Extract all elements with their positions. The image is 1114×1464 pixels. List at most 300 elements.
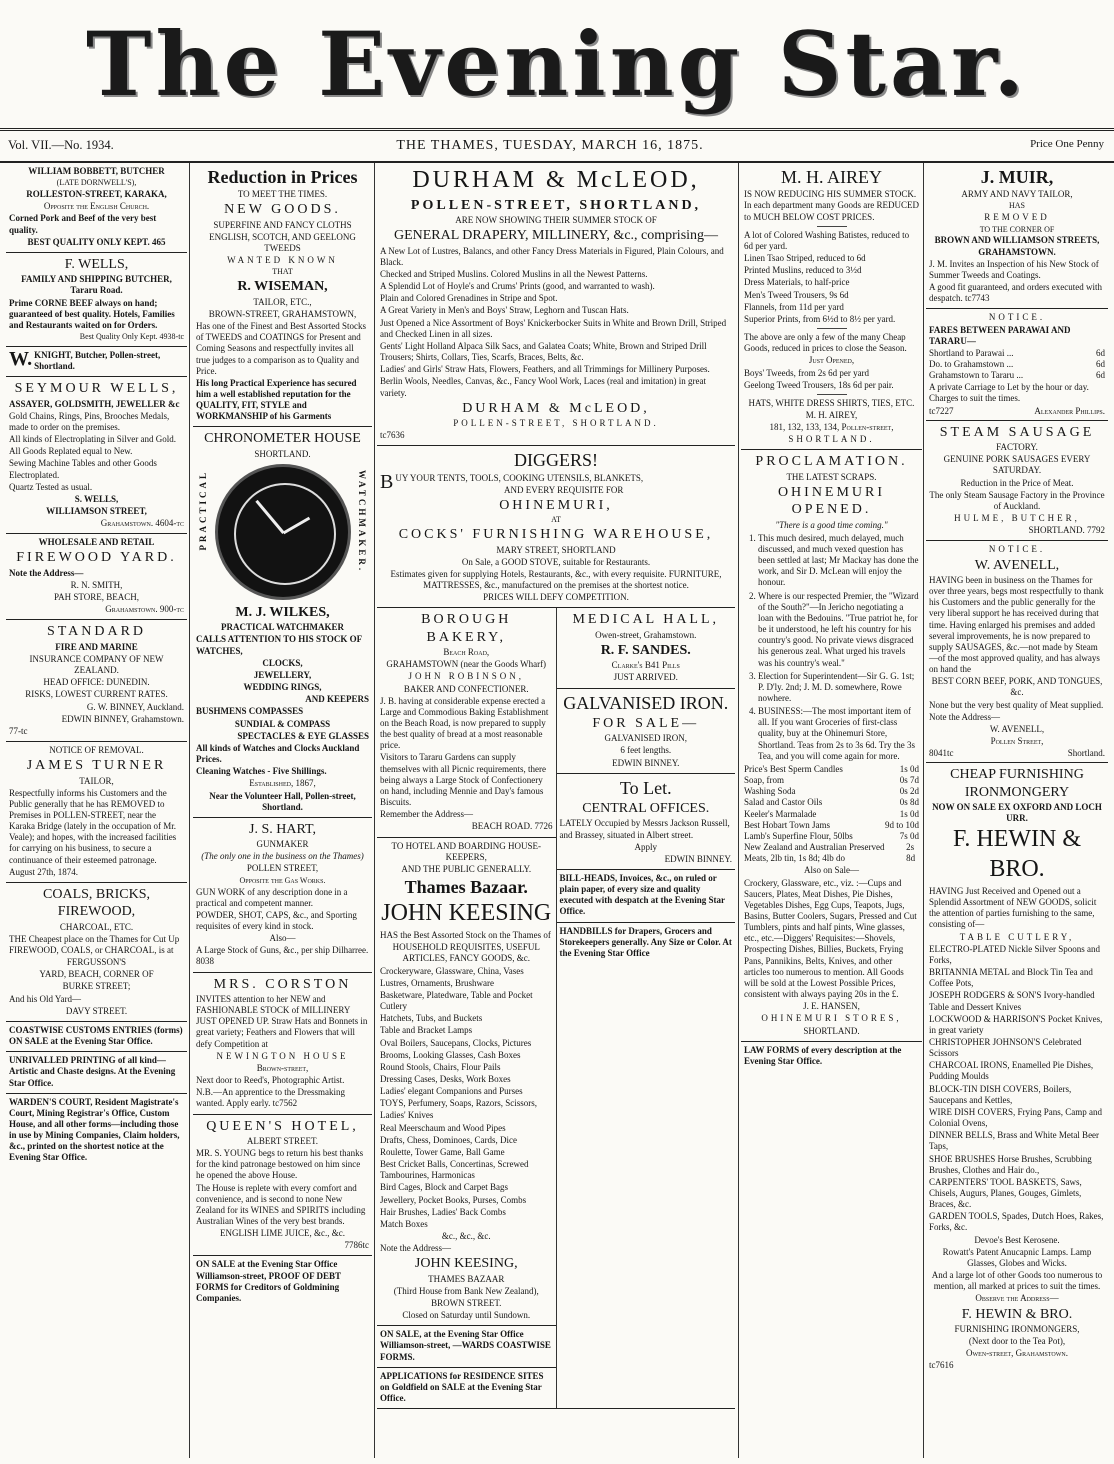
- ad-line: Basketware, Platedware, Table and Pocket Cutlery: [380, 989, 533, 1012]
- ad-line: BLOCK-TIN DISH COVERS, Boilers, Saucepans and Kettles,: [929, 1083, 1072, 1105]
- ad-line: 181, 132, 133, 134, Pollen-street,: [769, 422, 894, 433]
- ad-line: EDWIN BINNEY.: [612, 757, 680, 768]
- ad-keesing-bazaar: [377, 838, 556, 1327]
- ad-wiseman: [193, 163, 372, 427]
- ad-to-let: [557, 774, 736, 870]
- ad-line: ARMY AND NAVY TAILOR,: [961, 189, 1073, 200]
- ad-line: HOUSEHOLD REQUISITES, USEFUL ARTICLES, FANCY GOODS, &c.: [392, 942, 540, 964]
- ad-line: POLLEN STREET,: [246, 863, 319, 874]
- ad-line: SUPERFINE AND FANCY CLOTHS: [213, 219, 352, 230]
- ad-line: INSURANCE COMPANY OF NEW ZEALAND.: [29, 653, 164, 676]
- ad-line: UNRIVALLED PRINTING of all kind—Artistic and Chaste designs. At the Evening Star Office.: [9, 1055, 176, 1088]
- ad-line: Berlin Wools, Needles, Canvas, &c., Fancy Wool Work, Laces (real and imitation) in great variety.: [380, 376, 706, 398]
- ad-line: August 27th, 1874.: [9, 866, 79, 877]
- ad-line: MR. S. YOUNG begs to return his best thanks for the kind patronage bestowed on him since he opened the above House.: [196, 1148, 364, 1181]
- ad-line: JOHN ROBINSON,: [408, 671, 524, 682]
- ad-line: NEWINGTON HOUSE: [216, 1050, 349, 1061]
- ad-line: J. B. having at considerable expense erected a Large and Commodious Baking Establishment on the Beach Road, is now prepared to supply the best quality of bread at a most reasonable price.: [380, 695, 549, 751]
- price-row: Lamb's Superfine Flour, 50lbs 7s 0d: [744, 830, 919, 841]
- ad-heading: MRS. CORSTON: [213, 976, 352, 992]
- ad-line: BROWN AND WILLIAMSON STREETS, GRAHAMSTOWN.: [934, 235, 1100, 257]
- ad-heading: COCKS' FURNISHING WAREHOUSE,: [398, 527, 714, 543]
- ad-chronometer-house: [193, 427, 372, 817]
- ad-line: THE LATEST SCRAPS.: [786, 471, 877, 482]
- column-5: [926, 163, 1108, 1458]
- ad-bobbett: [6, 163, 187, 253]
- ad-line: Grahamstown. 900-tc: [105, 604, 184, 615]
- ad-line: SHOE BRUSHES Horse Brushes, Scrubbing Brushes, Clothes and Hair do.,: [929, 1153, 1092, 1175]
- ad-line: PRACTICAL WATCHMAKER: [221, 622, 344, 633]
- ad-line: Observe the Address—: [975, 1293, 1059, 1304]
- ad-heading: Reduction in Prices: [207, 167, 358, 187]
- ad-knight: [6, 347, 187, 377]
- ad-line: Quartz Tested as usual.: [9, 481, 93, 492]
- list-item: 3. Election for Superintendent—Sir G. G. 1st; P. D'ly. 2nd; J. M. D. somewhere, Rowe nowhere.: [758, 671, 919, 704]
- ad-line: Table and Bracket Lamps: [380, 1025, 473, 1036]
- ad-line: M. H. AIREY,: [805, 409, 858, 420]
- ad-line: LATELY Occupied by Messrs Jackson Russell, and Brassey, situated in Albert street.: [559, 818, 730, 840]
- ad-line: WARDEN'S COURT, Resident Magistrate's Court, Mining Registrar's Office, Custom House, and all other forms—including those in use by Mining Companies, Claim holders, &c., printed on the shortest notice at the Evening Star Office.: [9, 1096, 180, 1163]
- ad-line: Remember the Address—: [380, 809, 473, 820]
- ad-line: COASTWISE CUSTOMS ENTRIES (forms) ON SALE at the Evening Star Office.: [9, 1024, 183, 1047]
- ad-line: Superior Prints, from 6½d to 8½ per yard.: [744, 313, 896, 324]
- ad-line: Hair Brushes, Ladies' Back Combs: [380, 1206, 506, 1217]
- ad-line: ON SALE at the Evening Star Office Williamson-street, PROOF OF DEBT FORMS for Creditors of Goldmining Companies.: [196, 1259, 341, 1303]
- ad-line: Dress Materials, to half-price: [744, 277, 850, 288]
- ad-line: CHARCOAL IRONS, Enamelled Pie Dishes, Pudding Moulds: [929, 1060, 1094, 1082]
- dateline: [0, 128, 1114, 163]
- ad-heading: R. F. SANDES.: [600, 642, 691, 658]
- ad-wards-forms: [377, 1326, 556, 1367]
- ad-heading: DIGGERS!: [514, 450, 598, 471]
- ad-line: GRAHAMSTOWN (near the Goods Wharf): [386, 659, 547, 670]
- ad-line: ARE NOW SHOWING THEIR SUMMER STOCK OF: [455, 215, 657, 226]
- ad-line: His long Practical Experience has secured him a well established reputation for the QUALITY, FIT, STYLE and WORKMANSHIP of his Garments: [196, 377, 357, 422]
- ad-line: Clarke's B41 Pills: [611, 660, 680, 671]
- ad-heading: F. HEWIN & BRO.: [961, 1306, 1073, 1322]
- fare-row: Grahamstown to Tararu ... 6d: [929, 370, 1105, 381]
- ad-line: 77-tc: [9, 725, 28, 736]
- ad-line: YARD, BEACH, CORNER OF: [39, 969, 154, 980]
- ad-heading: WILLIAM BOBBETT, BUTCHER: [28, 166, 165, 176]
- ad-line: MARY STREET, SHORTLAND: [496, 544, 616, 555]
- ad-heading: QUEEN'S HOTEL,: [206, 1118, 359, 1134]
- ad-line: POLLEN-STREET, SHORTLAND.: [453, 418, 659, 429]
- ad-heading: JAMES TURNER: [26, 758, 167, 774]
- ad-line: "There is a good time coming.": [775, 519, 888, 530]
- ad-line: All Goods Replated equal to New.: [9, 446, 133, 457]
- ad-corston: [193, 973, 372, 1115]
- ad-heading: OHINEMURI,: [499, 497, 613, 513]
- ad-line: THE Cheapest place on the Thames for Cut Up FIREWOOD, COALS, or CHARCOAL, is at: [9, 933, 180, 955]
- ad-line: Gold Chains, Rings, Pins, Brooches Medals, made to order on the premises.: [9, 410, 170, 432]
- volume-number: Vol. VII.—No. 1934.: [8, 138, 114, 152]
- ad-line: S. WELLS,: [74, 493, 119, 504]
- ad-line: Reduction in the Price of Meat.: [960, 477, 1074, 488]
- ad-line: Devoe's Best Kerosene.: [974, 1234, 1060, 1245]
- ad-line: CLOCKS,: [262, 657, 303, 668]
- ad-line: FAMILY AND SHIPPING BUTCHER, Tararu Road.: [21, 274, 172, 296]
- split-section-upper: [377, 608, 735, 1409]
- ad-heading: Thames Bazaar.: [404, 877, 528, 898]
- ad-line: W. AVENELL,: [989, 723, 1045, 734]
- ad-law-forms: [741, 1042, 922, 1071]
- ad-line: CARPENTERS' TOOL BASKETS, Saws, Chisels, Augurs, Planes, Gouges, Gimlets, Braces, &c.: [929, 1176, 1082, 1210]
- ad-line: Visitors to Tararu Gardens can supply themselves with all Picnic requirements, there being always a Large Stock of Confectionery on hand, including Mennie and Day's famous Biscuits.: [380, 752, 546, 808]
- ad-bill-heads: [557, 870, 736, 923]
- ad-line: BRITANNIA METAL and Block Tin Tea and Coffee Pots,: [929, 967, 1093, 989]
- ad-line: OHINEMURI STORES,: [761, 1013, 902, 1024]
- ad-line: FARES BETWEEN PARAWAI AND TARARU—: [929, 324, 1071, 346]
- ad-line: Jewellery, Pocket Books, Purses, Combs: [380, 1194, 527, 1205]
- ad-line: Ladies' elegant Companions and Purses: [380, 1086, 523, 1097]
- ad-line: BUY YOUR TENTS, TOOLS, COOKING UTENSILS, BLANKETS,: [380, 470, 644, 493]
- ad-line: And his Old Yard—: [9, 993, 82, 1004]
- price-list: [744, 764, 919, 864]
- ad-line: N.B.—An apprentice to the Dressmaking wanted. Apply early. tc7562: [196, 1087, 345, 1109]
- ad-residence-sites: [377, 1368, 556, 1408]
- ad-wardens-court: [6, 1094, 187, 1168]
- ad-line: None but the very best quality of Meat supplied.: [929, 699, 1104, 710]
- ad-line: The only Steam Sausage Factory in the Province of Auckland.: [929, 489, 1105, 511]
- ad-line: TO THE CORNER OF: [979, 224, 1055, 234]
- ad-line: ENGLISH LIME JUICE, &c., &c.: [220, 1228, 345, 1239]
- ad-line: Sewing Machine Tables and other Goods Electroplated.: [9, 458, 157, 480]
- ad-line: Respectfully informs his Customers and the Public generally that he has REMOVED to Premises in POLLEN-STREET, near the Karaka Bridge (lately in the occupation of Mr. Veale); and hopes, with the increased facilities for carrying on his business, to secure a continuance of their esteemed patronage.: [9, 787, 177, 865]
- ad-line: FIRE AND MARINE: [55, 641, 138, 652]
- ad-heading: POLLEN-STREET, SHORTLAND,: [410, 197, 702, 213]
- ad-line: FACTORY.: [996, 442, 1038, 453]
- ad-printing: [6, 1052, 187, 1093]
- ad-heading: SEYMOUR WELLS,: [14, 381, 179, 397]
- ad-line: A lot of Colored Washing Batistes, reduced to 6d per yard.: [744, 229, 910, 251]
- ad-line: tc7616: [929, 1360, 954, 1371]
- ad-line: SHORTLAND. 7792: [1028, 525, 1105, 536]
- ad-queens-hotel: [193, 1115, 372, 1257]
- ad-line: Match Boxes: [380, 1218, 428, 1229]
- ad-line: GUN WORK of any description done in a practical and competent manner.: [196, 886, 348, 908]
- ad-line: BEST CORN BEEF, PORK, AND TONGUES, &c.: [931, 676, 1103, 698]
- ad-line: Owen-street, Grahamstown.: [966, 1348, 1068, 1359]
- ad-line: TAILOR,: [79, 775, 114, 786]
- ad-line: Lustres, Ornaments, Brushware: [380, 977, 494, 988]
- ad-line: 7786tc: [344, 1240, 369, 1251]
- price-row: Salad and Castor Oils 0s 8d: [744, 797, 919, 808]
- ad-line: Just Opened a Nice Assortment of Boys' Knickerbocker Suits in White and Brown Drill, Striped and Checked Linen in all sizes.: [380, 317, 727, 339]
- ad-line: Round Stools, Chairs, Flour Pails: [380, 1061, 501, 1072]
- ad-line: Ladies' Knives: [380, 1110, 434, 1121]
- column-divider: [923, 163, 924, 1458]
- ad-line: TO MEET THE TIMES.: [237, 189, 328, 200]
- ad-line: EDWIN BINNEY.: [664, 853, 732, 864]
- ad-footer: tc7227 Alexander Phillips.: [929, 405, 1105, 416]
- ad-line: Apply: [634, 841, 657, 852]
- ad-line: GENUINE PORK SAUSAGES EVERY SATURDAY.: [943, 454, 1091, 476]
- ad-fergusson-coals: [6, 883, 187, 1022]
- ad-line: IS NOW REDUCING HIS SUMMER STOCK. In each department many Goods are REDUCED to MUCH BELOW COST PRICES.: [744, 189, 919, 222]
- ad-line: A New Lot of Lustres, Balancs, and other Fancy Dress Materials in Figured, Plain Colours, and Black.: [380, 245, 724, 267]
- ad-line: GUNMAKER: [256, 839, 309, 850]
- ad-footer: 8041tc Shortland.: [929, 748, 1105, 759]
- ad-line: W.KNIGHT, Butcher, Pollen-street, Shortland.: [9, 347, 161, 372]
- ad-heading: W. AVENELL,: [974, 557, 1060, 573]
- ad-line: The above are only a few of the many Cheap Goods, reduced in prices to close the Season.: [744, 332, 907, 354]
- ad-heading: STANDARD: [46, 624, 147, 640]
- fare-row: Do. to Grahamstown ... 6d: [929, 359, 1105, 369]
- ad-line: ELECTRO-PLATED Nickle Silver Spoons and Forks,: [929, 943, 1100, 965]
- ad-heading: PROCLAMATION.: [755, 454, 908, 470]
- ad-line: Brooms, Looking Glasses, Cash Boxes: [380, 1049, 521, 1060]
- ad-heading: M. H. AIREY: [780, 167, 882, 187]
- ad-line: AND EVERY REQUISITE FOR: [503, 484, 624, 495]
- ad-line: HATS, WHITE DRESS SHIRTS, TIES, ETC.: [748, 397, 915, 408]
- ad-standard-insurance: [6, 620, 187, 742]
- ad-line: JUST ARRIVED.: [613, 672, 678, 683]
- ad-line: All kinds of Watches and Clocks Auckland Prices.: [196, 742, 360, 765]
- column-4: [741, 163, 922, 1458]
- ad-heading: J. S. HART,: [249, 821, 316, 837]
- ad-line: BROWN-STREET, GRAHAMSTOWN,: [208, 308, 357, 319]
- ad-line: Men's Tweed Trousers, 9s 6d: [744, 289, 849, 300]
- ad-line: Also—: [269, 933, 296, 944]
- ad-handbills: [557, 923, 736, 963]
- ad-cocks-diggers: [377, 446, 735, 608]
- ad-line: GALVANISED IRON,: [604, 733, 687, 744]
- ad-line: CALLS ATTENTION TO HIS STOCK OF WATCHES,: [196, 634, 362, 656]
- ad-line: BURKE STREET;: [62, 981, 131, 992]
- ad-heading: CENTRAL OFFICES.: [582, 801, 710, 816]
- ad-line: WEDDING RINGS,: [243, 682, 322, 693]
- ad-line: WIRE DISH COVERS, Frying Pans, Camp and Colonial Ovens,: [929, 1106, 1102, 1129]
- list-item: 1. This much desired, much delayed, much discussed, and much vexed question has been settled at last; Mr Mackay has done the work, and Sir D. McLean will enjoy the honour.: [758, 533, 919, 589]
- ad-heading: To Let.: [619, 777, 672, 798]
- ad-line: Brown-street,: [256, 1062, 309, 1073]
- ad-line: Ladies' and Girls' Straw Hats, Flowers, Feathers, and all Trimmings for Millinery Purposes.: [380, 364, 710, 375]
- ad-line: TABLE CUTLERY,: [959, 931, 1075, 942]
- ad-line: HEAD OFFICE: DUNEDIN.: [43, 677, 150, 688]
- ad-line: NOW ON SALE EX OXFORD AND LOCH URR.: [932, 802, 1102, 824]
- ad-line: GENERAL DRAPERY, MILLINERY, &c., comprising—: [393, 228, 719, 244]
- ad-line: ROLLESTON-STREET, KARAKA,: [26, 189, 167, 200]
- ad-line: BAKER AND CONFECTIONER.: [403, 683, 529, 694]
- ad-line: HAS: [1008, 201, 1025, 211]
- ad-line: WILLIAMSON STREET,: [46, 505, 147, 516]
- issue-date: THE THAMES, TUESDAY, MARCH 16, 1875.: [396, 138, 704, 153]
- ad-line: SHORTLAND.: [788, 434, 875, 445]
- ad-line: HULME, BUTCHER,: [954, 513, 1080, 524]
- ad-hart-gunmaker: [193, 818, 372, 973]
- ad-line: A private Carriage to Let by the hour or day. Charges to suit the times.: [929, 382, 1089, 404]
- ad-line: SPECTACLES & EYE GLASSES: [237, 730, 369, 741]
- ad-borough-bakery: [377, 608, 556, 837]
- ad-heading: NOTICE.: [988, 312, 1046, 323]
- issue-price: Price One Penny: [1030, 138, 1104, 150]
- ad-line: Linen Tsao Striped, reduced to 6d: [744, 253, 866, 264]
- ad-line: Established, 1867,: [249, 778, 316, 789]
- ad-heading: NOTICE.: [988, 544, 1046, 555]
- ad-line: HANDBILLS for Drapers, Grocers and Storekeepers generally. Any Size or Color. At the Evening Star Office: [559, 925, 732, 958]
- ad-avenell: [926, 541, 1108, 763]
- ad-line: BROWN STREET.: [431, 1298, 502, 1308]
- ad-line: Opposite the English Church.: [43, 201, 150, 212]
- ad-line: Next door to Reed's, Photographic Artist.: [196, 1075, 345, 1086]
- ad-line: Near the Volunteer Hall, Pollen-street, Shortland.: [209, 790, 356, 812]
- ad-line: BILL-HEADS, Invoices, &c., on ruled or plain paper, of every size and quality executed with despatch at the Evening Star Office.: [559, 872, 725, 917]
- ad-line: Crockeryware, Glassware, China, Vases: [380, 965, 524, 976]
- ad-heading: NOTICE OF REMOVAL.: [49, 745, 144, 756]
- ad-turner-removal: [6, 742, 187, 883]
- ad-line: Geelong Tweed Trousers, 18s 6d per pair.: [744, 379, 894, 390]
- ad-heading: NEW GOODS.: [224, 202, 341, 218]
- ad-line: Closed on Saturday until Sundown.: [402, 1310, 531, 1321]
- ad-heading: JOHN KEESING,: [414, 1256, 518, 1272]
- ad-line: Oval Boilers, Saucepans, Clocks, Pictures: [380, 1037, 532, 1048]
- ad-line: 6 feet lengths.: [620, 745, 672, 756]
- column-divider: [189, 163, 190, 1458]
- ad-line: Note the Address—: [380, 1243, 451, 1254]
- ad-proof-of-debt: [193, 1256, 372, 1308]
- price-row: Soap, from 0s 7d: [744, 775, 919, 786]
- ad-line: TO HOTEL AND BOARDING HOUSE-KEEPERS,: [391, 840, 541, 862]
- ad-line: ASSAYER, GOLDSMITH, JEWELLER &c: [9, 398, 180, 409]
- ad-line: A Great Variety in Men's and Boys' Straw, Leghorn and Tuscan Hats.: [380, 305, 629, 316]
- ad-line: On Sale, a GOOD STOVE, suitable for Restaurants.: [461, 556, 651, 567]
- ad-line: TOYS, Perfumery, Soaps, Razors, Scissors,: [380, 1098, 537, 1109]
- ad-line: EDWIN BINNEY, Grahamstown.: [61, 713, 184, 724]
- ad-heading: DURHAM & McLEOD,: [412, 167, 700, 193]
- price-row: New Zealand and Australian Preserved Meats, 2lb tin, 1s 8d; 4lb do 2s 8d: [744, 842, 916, 864]
- ad-line: G. W. BINNEY, Auckland.: [86, 701, 184, 712]
- ad-line: Rowatt's Patent Anucapnic Lamps. Lamp Glasses, Globes and Wicks.: [942, 1246, 1092, 1268]
- ad-line: Note the Address—: [9, 567, 84, 578]
- ad-wells-butcher: [6, 253, 187, 347]
- ad-line: J. M. Invites an Inspection of his New Stock of Summer Tweeds and Coatings.: [929, 258, 1099, 280]
- column-3: [377, 163, 735, 1458]
- ad-steam-sausage: [926, 421, 1108, 542]
- ad-line: Gents' Light Holland Alpaca Silk Sacs, and Galatea Coats; White, Brown and Striped Drill Trousers; Shirts, Collars, Ties, Scarfs, Braces, Belts, &c.: [380, 340, 707, 363]
- ad-line: Has one of the Finest and Best Assorted Stocks of TWEEDS and COATINGS for Present and Coming Seasons and respectfully invites all true judges to a comparison as to Quality and Price.: [196, 321, 366, 376]
- ad-line: FURNISHING IRONMONGERS,: [954, 1323, 1080, 1334]
- ad-line: A Large Stock of Guns, &c., per ship Dilharree. 8038: [196, 945, 369, 967]
- masthead: [0, 0, 1114, 128]
- list-item: 4. BUSINESS:—The most important item of all. If you want Groceries of first-class quality, buy at the Ohinemuri Store, Shortland. Teas from 2s to 3s 6d. Try the 3s Tea, and you will come again for more.: [758, 706, 919, 762]
- ad-line: Real Meerschaum and Wood Pipes: [380, 1122, 506, 1133]
- ad-line: ON SALE, at the Evening Star Office Williamson-street, —WARDS COASTWISE FORMS.: [380, 1329, 551, 1362]
- ad-line: AND THE PUBLIC GENERALLY.: [401, 863, 532, 874]
- ad-firewood-yard: [6, 534, 187, 620]
- ad-line: ALBERT STREET.: [246, 1135, 319, 1146]
- ad-heading: STEAM SAUSAGE: [939, 424, 1095, 440]
- ad-line: JOSEPH RODGERS & SON'S Ivory-handled Table and Dessert Knives: [929, 990, 1095, 1012]
- ad-line: WHOLESALE AND RETAIL: [38, 537, 155, 548]
- price-row: Washing Soda 0s 2d: [744, 786, 919, 797]
- ad-line: BEACH ROAD. 7726: [471, 821, 553, 832]
- ad-line: SHORTLAND.: [254, 448, 311, 459]
- ad-line: BEST QUALITY ONLY KEPT. 465: [27, 236, 166, 247]
- ad-heading: COALS, BRICKS, FIREWOOD,: [43, 886, 150, 920]
- ad-heading: F. WELLS,: [64, 256, 129, 272]
- ad-line: HAVING been in business on the Thames for over three years, begs most respectfully to thank his Customers and the public generally for the very liberal support he has received during that time. Having enlarged his premises and added several improvements, he is now prepared to supply SAUSAGES, &c.—not made by Steam—of the most approved quality, and has always on hand the: [929, 574, 1104, 675]
- ad-line: Pollen Street,: [990, 736, 1044, 747]
- newspaper-title: The Evening Star.: [86, 12, 1028, 116]
- ad-durham-mcleod: [377, 163, 735, 446]
- ad-line: Note the Address—: [929, 711, 1000, 722]
- ad-customs-forms: [6, 1022, 187, 1052]
- ad-line: (LATE DORNWELL'S),: [56, 178, 137, 188]
- ad-heading: CHEAP FURNISHING IRONMONGERY: [950, 767, 1084, 800]
- ad-line: tc7636: [380, 430, 405, 441]
- ad-line: Prime CORNE BEEF always on hand; guaranteed of best quality. Hotels, Families and Restaurants waited on for Orders.: [9, 297, 175, 330]
- ad-line: R. N. SMITH,: [70, 579, 123, 590]
- ad-muir-tailor: [926, 163, 1108, 309]
- ad-line: THAT: [272, 267, 293, 277]
- ad-line: HAS the Best Assorted Stock on the Thames of: [380, 930, 551, 941]
- ad-line: Best Cricket Balls, Concertinas, Screwed Tambourines, Harmonicas: [380, 1159, 529, 1181]
- ad-heading: FIREWOOD YARD.: [16, 550, 177, 566]
- ad-line: Hatchets, Tubs, and Buckets: [380, 1013, 483, 1024]
- ad-line: AT: [551, 515, 561, 525]
- ad-heading: JOHN KEESING: [381, 900, 552, 927]
- ad-line: Cleaning Watches - Five Shillings.: [196, 766, 327, 777]
- ad-proclamation: [741, 450, 922, 1041]
- ad-line: Dressing Cases, Desks, Work Boxes: [380, 1073, 511, 1084]
- ad-heading: R. WISEMAN,: [237, 279, 328, 295]
- ad-heading: F. HEWIN & BRO.: [952, 826, 1082, 883]
- price-row: Keeler's Marmalade 1s 0d: [744, 808, 919, 819]
- ad-line: Beach Road,: [443, 647, 490, 658]
- ad-line: WANTED KNOWN: [227, 255, 338, 266]
- ad-line: FERGUSSON'S: [66, 957, 127, 968]
- ad-line: POWDER, SHOT, CAPS, &c., and Sporting requisites of every kind in stock.: [196, 909, 357, 932]
- ad-heading: DURHAM & McLEOD,: [462, 400, 650, 416]
- ad-medical-hall: [557, 608, 736, 688]
- ad-line: All kinds of Electroplating in Silver and Gold.: [9, 434, 176, 445]
- ad-line: RISKS, LOWEST CURRENT RATES.: [25, 689, 168, 700]
- ad-line: A good fit guaranteed, and orders executed with despatch. tc7743: [929, 282, 1102, 304]
- ad-line: CHARCOAL, ETC.: [59, 921, 134, 932]
- ad-line: Bird Cages, Block and Carpet Bags: [380, 1182, 508, 1193]
- ad-line: DINNER BELLS, Brass and White Metal Beer Taps,: [929, 1130, 1100, 1152]
- ad-line: Crockery, Glassware, etc., viz. :—Cups and Saucers, Plates, Meat Dishes, Pie Dishes, Vegetables Dishes, Egg Cups, Teapots, Jugs, Basins, Butter Coolers, Sugars, Pressed and Cut Tumblers, pints and half pints, Wine glasses, etc., etc.—Diggers' Requisites:—Shovels, Prospecting Dishes, Billies, Buckets, Frying Pans, Pannikins, Belts, Knives, and other articles too numerous to mention. All Goods will be sold at the Lowest Possible Prices, consistent with always paying 20s in the £.: [744, 877, 917, 1000]
- column-divider: [738, 163, 739, 1458]
- ad-line: (Next door to the Tea Pot),: [968, 1336, 1066, 1347]
- ad-line: J. E. HANSEN,: [803, 1001, 860, 1012]
- vertical-label-left: PRACTICAL: [198, 469, 208, 551]
- ad-line: Drafts, Chess, Dominoes, Cards, Dice: [380, 1134, 517, 1145]
- ad-line: And a large lot of other Goods too numerous to mention, all marked at prices to suit the times.: [931, 1270, 1103, 1292]
- ad-line: DAVY STREET.: [65, 1005, 128, 1016]
- ad-line: TAILOR, ETC.,: [253, 296, 312, 307]
- ad-line: Also on Sale—: [804, 865, 859, 876]
- column-divider: [374, 163, 375, 1458]
- ad-heading: M. J. WILKES,: [235, 604, 330, 620]
- ad-phillips-fares: [926, 309, 1108, 420]
- ad-line: Opposite the Gas Works.: [239, 875, 326, 885]
- ad-line: JEWELLERY,: [253, 669, 312, 680]
- fare-row: Shortland to Parawai ... 6d: [929, 347, 1105, 358]
- ad-line: ENGLISH, SCOTCH, AND GEELONG TWEEDS: [209, 231, 356, 254]
- ad-line: SUNDIAL & COMPASS: [234, 718, 331, 729]
- ad-line: HAVING Just Received and Opened out a Splendid Assortment of NEW GOODS, solicit the attention of parties furnishing to the same, consisting of—: [929, 885, 1097, 930]
- price-row: Price's Best Sperm Candles 1s 0d: [744, 763, 919, 774]
- column-2: [193, 163, 372, 1458]
- list-item: 2. Where is our respected Premier, the "Wizard of the South?"—In Jericho negotiating a loan with the Bedouins. "True patriot he, for be it understood, he left his country for his country's good. No private views disgraced his generous zeal. What urged his travels was his country's weal.": [758, 591, 919, 669]
- ad-line: Plain and Colored Grenadines in Stripe and Spot.: [380, 293, 558, 304]
- ad-line: Roulette, Tower Game, Ball Game: [380, 1146, 505, 1157]
- ad-line: SHORTLAND.: [803, 1025, 860, 1036]
- ad-line: Boys' Tweeds, from 2s 6d per yard: [744, 367, 870, 378]
- ad-line: PAH STORE, BEACH,: [53, 592, 140, 603]
